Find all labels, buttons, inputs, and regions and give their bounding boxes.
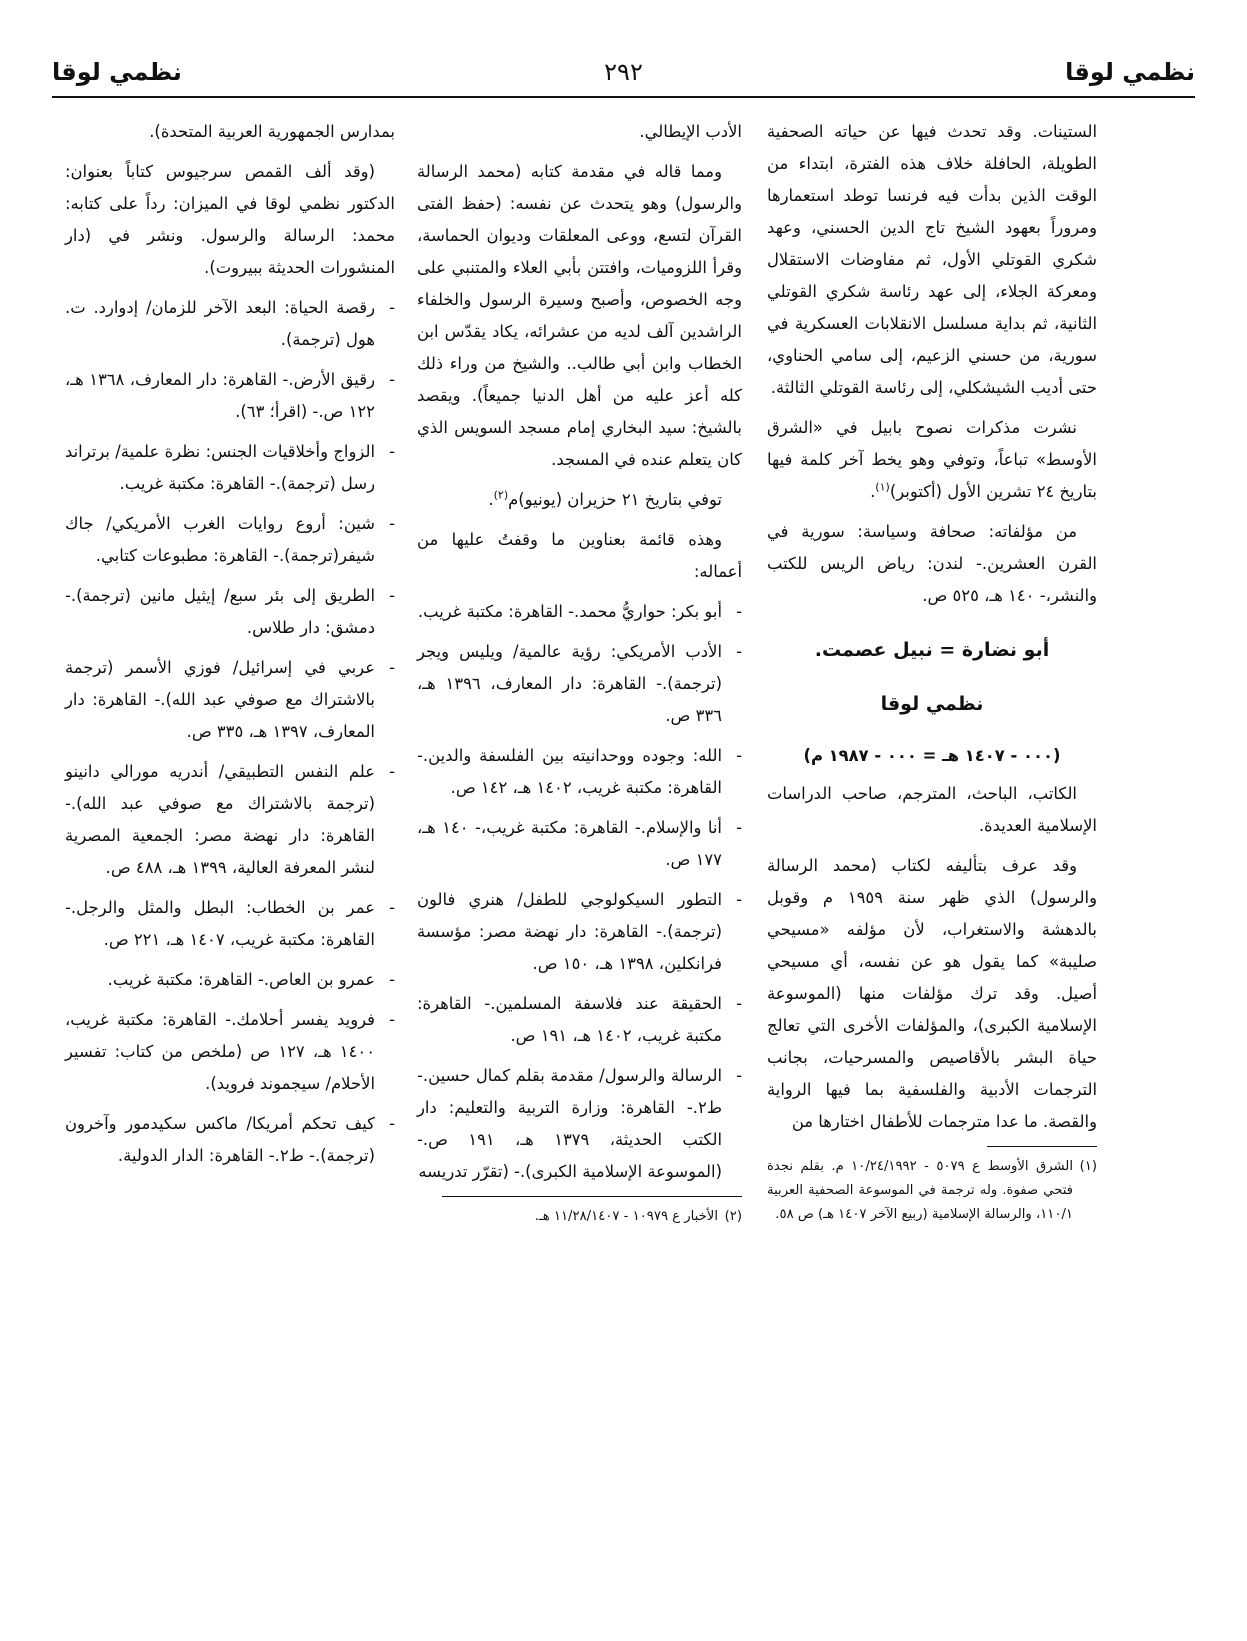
footnote-text: الشرق الأوسط ع ٥٠٧٩ - ١٠/٢٤/١٩٩٢ م. بقلم نجدة فتحي صفوة. وله ترجمة في الموسوعة الصحفية العربية ١١٠/١، والرسالة الإسلامية (ربيع الآخر ١٤٠٧ هـ) ص ٥٨.: [767, 1159, 1073, 1222]
bibliography-entry: - فرويد يفسر أحلامك.- القاهرة: مكتبة غريب، ١٤٠٠ هـ، ١٢٧ ص (ملخص من كتاب: تفسير الأحلام/ سيجموند فرويد).: [65, 1004, 395, 1100]
bibliography-entry: - رقيق الأرض.- القاهرة: دار المعارف، ١٣٦٨ هـ، ١٢٢ ص.- (اقرأ؛ ٦٣).: [65, 364, 395, 428]
footnote-ref: (٢): [493, 488, 509, 502]
entry-heading: أبو نضارة = نبيل عصمت.: [814, 639, 1050, 661]
bibliography-entry: - أبو بكر: حواريُّ محمد.- القاهرة: مكتبة غريب.: [417, 596, 742, 628]
bibliography-entry: - الله: وجوده ووحدانيته بين الفلسفة والدين.- القاهرة: مكتبة غريب، ١٤٠٢ هـ، ١٤٢ ص.: [417, 740, 742, 804]
footnote: [767, 1155, 1097, 1227]
paragraph: الأدب الإيطالي.: [639, 122, 742, 141]
bibliography-entry: - الطريق إلى بئر سبع/ إيثيل مانين (ترجمة).- دمشق: دار طلاس.: [65, 580, 395, 644]
bibliography-entry: - الحقيقة عند فلاسفة المسلمين.- القاهرة: مكتبة غريب، ١٤٠٢ هـ، ١٩١ ص.: [417, 988, 742, 1052]
paragraph: بمدارس الجمهورية العربية المتحدة).: [149, 122, 395, 141]
biography-dates: (٠٠٠ - ١٤٠٧ هـ = ٠٠٠ - ١٩٨٧ م): [803, 746, 1061, 765]
running-header-right: نظمي لوقا: [1065, 58, 1195, 86]
paragraph-text: توفي بتاريخ ٢١ حزيران (يونيو)م: [508, 490, 722, 509]
bibliography-entry: - أنا والإسلام.- القاهرة: مكتبة غريب،- ١٤٠ هـ، ١٧٧ ص.: [417, 812, 742, 876]
running-header-left: نظمي لوقا: [52, 58, 182, 86]
bibliography-entry: - شين: أروع روايات الغرب الأمريكي/ جاك شيفر(ترجمة).- القاهرة: مطبوعات كتابي.: [65, 508, 395, 572]
bibliography-entry: - رقصة الحياة: البعد الآخر للزمان/ إدوارد. ت. هول (ترجمة).: [65, 292, 395, 356]
paragraph-text: نشرت مذكرات نصوح بابيل في «الشرق الأوسط» تباعاً، وتوفي وهو يخط آخر كلمة فيها بتاريخ ٢٤ تشرين الأول (أكتوبر): [767, 418, 1097, 501]
bibliography-entry: - عربي في إسرائيل/ فوزي الأسمر (ترجمة بالاشتراك مع صوفي عبد الله).- القاهرة: دار المعارف، ١٣٩٧ هـ، ٣٣٥ ص.: [65, 652, 395, 748]
biography-title: نظمي لوقا: [880, 693, 984, 715]
bibliography-entry: - الرسالة والرسول/ مقدمة بقلم كمال حسين.- ط٢.- القاهرة: وزارة التربية والتعليم: دار الكتب الحديثة، ١٣٧٩ هـ، ١٩١ ص.- (الموسوعة الإسلامية الكبرى).- (تقرّر تدريسه: [417, 1060, 742, 1188]
bibliography-entry: - الزواج وأخلاقيات الجنس: نظرة علمية/ برتراند رسل (ترجمة).- القاهرة: مكتبة غريب.: [65, 436, 395, 500]
header-rule: [52, 96, 1195, 98]
bibliography-entry: - علم النفس التطبيقي/ أندريه مورالي دانينو (ترجمة بالاشتراك مع صوفي عبد الله).- القاهرة: دار نهضة مصر: الجمعية المصرية لنشر المعرفة العالية، ١٣٩٩ هـ، ٤٨٨ ص.: [65, 756, 395, 884]
paragraph: نشرت مذكرات نصوح بابيل في «الشرق الأوسط» تباعاً، وتوفي وهو يخط آخر كلمة فيها بتاريخ ٢٤ تشرين الأول (أكتوبر)$^{(١)}$.: [767, 418, 1097, 501]
bibliography-entry: - التطور السيكولوجي للطفل/ هنري فالون (ترجمة).- القاهرة: دار نهضة مصر: مؤسسة فرانكلين، ١٣٩٨ هـ، ١٥٠ ص.: [417, 884, 742, 980]
footnote-separator: [442, 1196, 742, 1197]
bibliography-entry: - عمر بن الخطاب: البطل والمثل والرجل.- القاهرة: مكتبة غريب، ١٤٠٧ هـ، ٢٢١ ص.: [65, 892, 395, 956]
paragraph: وهذه قائمة بعناوين ما وقفتُ عليها من أعماله:: [417, 530, 742, 581]
footnote-text: الأخبار ع ١٠٩٧٩ - ١١/٢٨/١٤٠٧ هـ.: [534, 1209, 718, 1224]
right-column: [767, 116, 1097, 1227]
paragraph: من مؤلفاته: صحافة وسياسة: سورية في القرن العشرين.- لندن: رياض الريس للكتب والنشر،- ١٤٠ هـ، ٥٢٥ ص.: [767, 522, 1097, 605]
middle-column: [417, 116, 742, 1229]
paragraph: الستينات. وقد تحدث فيها عن حياته الصحفية الطويلة، الحافلة خلاف هذه الفترة، ابتداء من الوقت الذين بدأت فيه فرنسا توطد استعمارها ومروراً بعهود الشيخ تاج الدين الحسني، وعهد شكري القوتلي الأول، ثم مفاوضات الاستقلال ومعركة الجلاء، إلى عهد رئاسة شكري القوتلي الثانية، ثم بداية مسلسل الانقلابات العسكرية في سورية، من حسني الزعيم، إلى سامي الحناوي، حتى أديب الشيشكلي، إلى رئاسة القوتلي الثالثة.: [767, 122, 1097, 397]
bibliography-entry: - كيف تحكم أمريكا/ ماكس سكيدمور وآخرون (ترجمة).- ط٢.- القاهرة: الدار الدولية.: [65, 1108, 395, 1172]
paragraph: وقد عرف بتأليفه لكتاب (محمد الرسالة والرسول) الذي ظهر سنة ١٩٥٩ م وقوبل بالدهشة والاستغراب، لأن مؤلفه «مسيحي صليبة» كما يقول هو عن نفسه، أي مسيحي أصيل. وقد ترك مؤلفات منها (الموسوعة الإسلامية الكبرى)، والمؤلفات الأخرى التي تعالج حياة البشر بالأقاصيص والمسرحيات، بجانب الترجمات الأدبية والفلسفية بما فيها الرواية والقصة. ما عدا مترجمات للأطفال اختارها من: [767, 856, 1098, 1131]
footnote-ref: (١): [875, 480, 890, 494]
paragraph: الكاتب، الباحث، المترجم، صاحب الدراسات الإسلامية العديدة.: [767, 784, 1097, 835]
footnote-mark: (٢): [724, 1209, 742, 1224]
left-column: [65, 116, 395, 1180]
paragraph: (وقد ألف القمص سرجيوس كتاباً بعنوان: الدكتور نظمي لوقا في الميزان: رداً على كتابه: محمد: الرسالة والرسول. ونشر في (دار المنشورات الحديثة ببيروت).: [65, 162, 395, 277]
footnote-mark: (١): [1079, 1159, 1097, 1174]
page-header: [52, 52, 1195, 98]
page-number: ٢٩٢: [604, 58, 643, 86]
footnote: [417, 1205, 742, 1229]
footnote-separator: [987, 1146, 1097, 1147]
paragraph: توفي بتاريخ ٢١ حزيران (يونيو)م$^{(٢)}$.: [488, 488, 722, 509]
paragraph: ومما قاله في مقدمة كتابه (محمد الرسالة والرسول) وهو يتحدث عن نفسه: (حفظ الفتى القرآن لتسع، ووعى المعلقات وديوان الحماسة، وقرأ اللزوميات، وافتتن بأبي العلاء والمتنبي على وجه الخصوص، وأصبح وسيرة الرسول والخلفاء الراشدين آلف لديه من عشرائه، يكاد يقدّس ابن الخطاب وابن أبي طالب.. والشيخ من وراء ذلك كله أعز عليه من أهل الدنيا جميعاً). ويقصد بالشيخ: سيد البخاري إمام مسجد السويس الذي كان يتعلم عنده في المسجد.: [417, 162, 742, 469]
bibliography-entry: - عمرو بن العاص.- القاهرة: مكتبة غريب.: [65, 964, 395, 996]
bibliography-entry: - الأدب الأمريكي: رؤية عالمية/ ويليس ويجر (ترجمة).- القاهرة: دار المعارف، ١٣٩٦ هـ، ٣٣٦ ص.: [417, 636, 742, 732]
